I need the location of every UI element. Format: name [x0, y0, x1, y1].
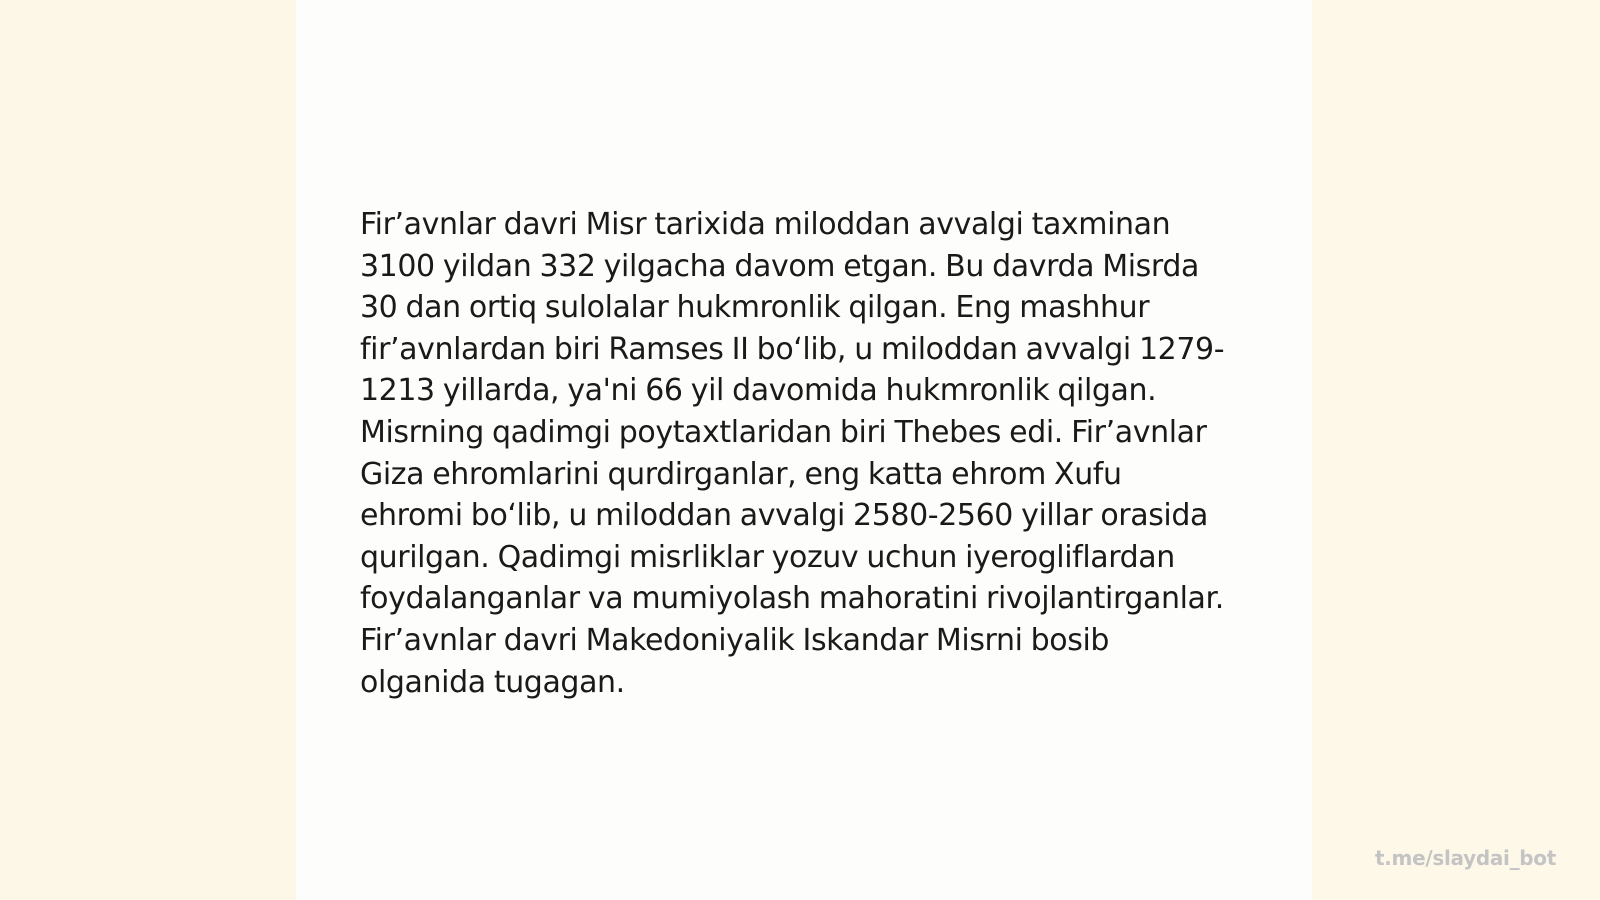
left-margin: [0, 0, 296, 900]
body-text: Fir’avnlar davri Misr tarixida miloddan avvalgi taxminan 3100 yildan 332 yilgacha davom etgan. Bu davrda Misrda 30 dan ortiq sulolalar hukmronlik qilgan. Eng mashhur fir’avnlardan biri Ramses II bo‘lib, u miloddan avvalgi 1279-1213 yillarda, ya'ni 66 yil davomida hukmronlik qilgan. Misrning qadimgi poytaxtlaridan biri Thebes edi. Fir’avnlar Giza ehromlarini qurdirganlar, eng katta ehrom Xufu ehromi bo‘lib, u miloddan avvalgi 2580-2560 yillar orasida qurilgan. Qadimgi misrliklar yozuv uchun iyerogliflardan foydalanganlar va mumiyolash mahoratini rivojlantirganlar. Fir’avnlar davri Makedoniyalik Iskandar Misrni bosib olganida tugagan.: [360, 207, 1225, 700]
right-margin: [1312, 0, 1600, 900]
watermark: t.me/slaydai_bot: [1374, 846, 1556, 870]
